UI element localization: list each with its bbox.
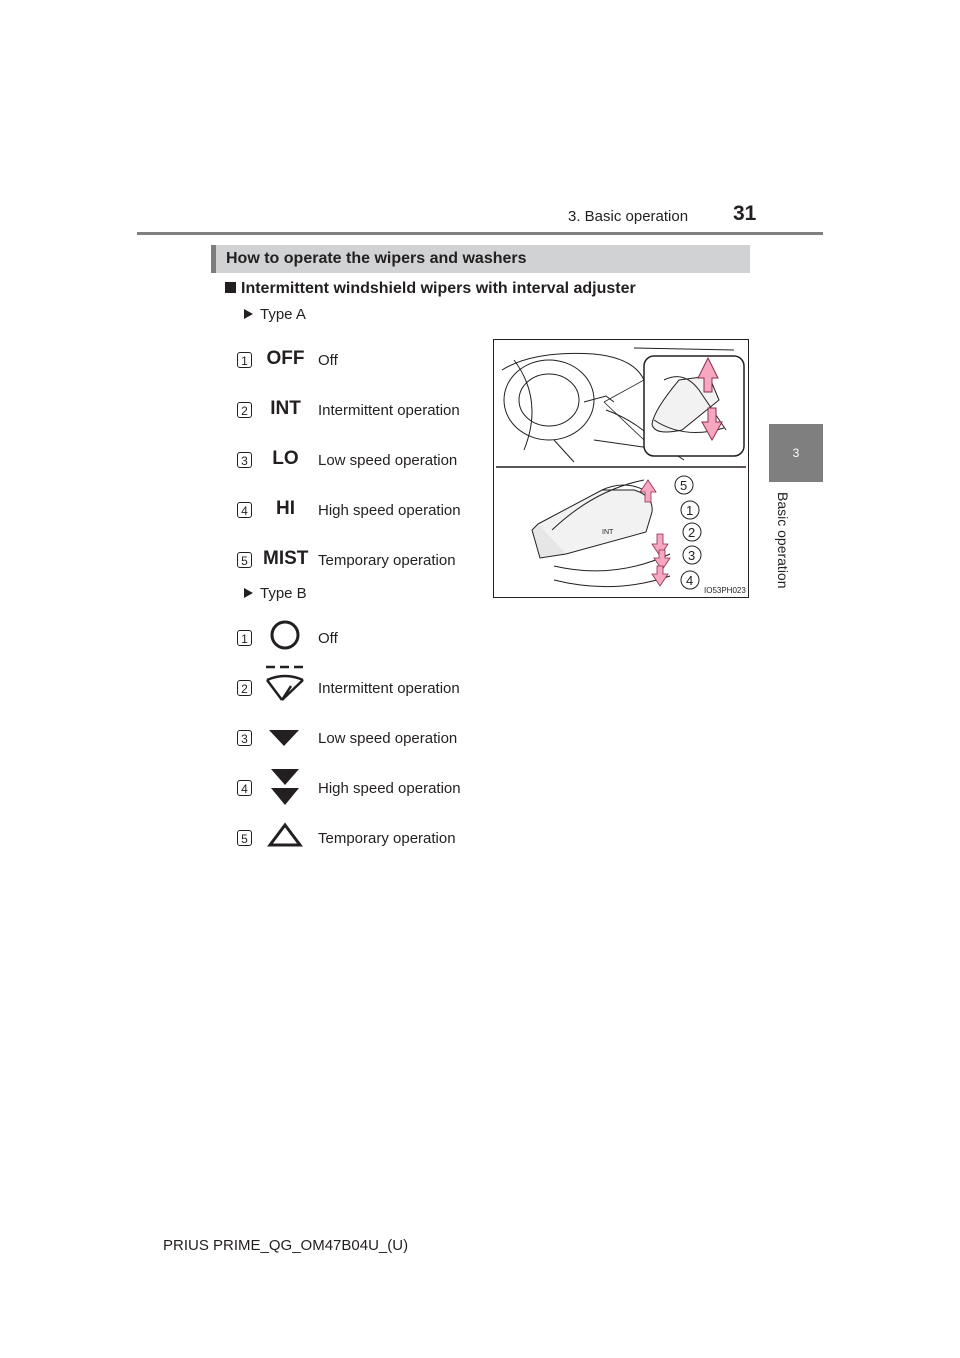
callout-5: 5 — [680, 478, 688, 493]
subheading-text: Intermittent windshield wipers with interval adjuster — [241, 280, 636, 297]
type-a-list — [0, 348, 490, 578]
item-number: 5 — [237, 830, 252, 846]
hi-symbol: HI — [276, 498, 295, 519]
item-number: 4 — [237, 502, 252, 518]
type-a-label — [244, 306, 306, 323]
int-symbol: INT — [270, 398, 301, 419]
item-description: Low speed operation — [318, 452, 458, 469]
figure-code: IO53PH023 — [704, 586, 746, 595]
wiper-lever-drawing — [494, 340, 748, 597]
chapter-side-label — [771, 492, 801, 602]
triangle-bullet-icon — [244, 309, 253, 319]
item-number: 3 — [237, 452, 252, 468]
chapter-number: 3 — [792, 446, 800, 460]
mist-symbol: MIST — [263, 548, 309, 569]
header-divider — [137, 232, 823, 235]
callout-4: 4 — [686, 573, 694, 588]
section-title-bar — [211, 245, 750, 273]
item-number: 2 — [237, 680, 252, 696]
subheading — [225, 280, 636, 298]
item-description: Temporary operation — [318, 830, 456, 847]
item-number: 4 — [237, 780, 252, 796]
item-description: High speed operation — [318, 780, 461, 797]
item-number: 1 — [237, 352, 252, 368]
page-number: 31 — [733, 202, 757, 225]
section-title: How to operate the wipers and washers — [226, 250, 527, 267]
item-description: Temporary operation — [318, 552, 456, 569]
item-number: 3 — [237, 730, 252, 746]
square-bullet-icon — [225, 282, 236, 293]
off-symbol: OFF — [266, 348, 305, 369]
wiper-intermittent-icon — [264, 664, 306, 706]
type-b-text: Type B — [260, 585, 307, 602]
type-a-text: Type A — [260, 306, 306, 323]
single-down-triangle-icon — [268, 728, 300, 748]
item-description: Off — [318, 630, 338, 647]
item-description: Intermittent operation — [318, 680, 460, 697]
double-down-triangle-icon — [269, 768, 301, 808]
item-description: Low speed operation — [318, 730, 458, 747]
footer-document-code: PRIUS PRIME_QG_OM47B04U_(U) — [163, 1237, 409, 1254]
callout-2: 2 — [688, 525, 696, 540]
item-number: 2 — [237, 402, 252, 418]
type-b-label — [244, 585, 307, 602]
item-description: High speed operation — [318, 502, 461, 519]
item-description: Off — [318, 352, 338, 369]
triangle-bullet-icon — [244, 588, 253, 598]
chapter-tab — [769, 424, 823, 482]
header-section-title: 3. Basic operation — [568, 208, 689, 225]
type-b-list — [0, 626, 490, 856]
wiper-lever-illustration — [493, 339, 749, 598]
lo-symbol: LO — [272, 448, 299, 469]
item-number: 5 — [237, 552, 252, 568]
callout-1: 1 — [686, 503, 694, 518]
item-number: 1 — [237, 630, 252, 646]
callout-3: 3 — [688, 548, 696, 563]
lever-int-label: INT — [602, 529, 614, 536]
chapter-label: Basic operation — [775, 492, 791, 589]
circle-off-icon — [268, 618, 302, 652]
up-triangle-outline-icon — [267, 822, 303, 848]
item-description: Intermittent operation — [318, 402, 460, 419]
